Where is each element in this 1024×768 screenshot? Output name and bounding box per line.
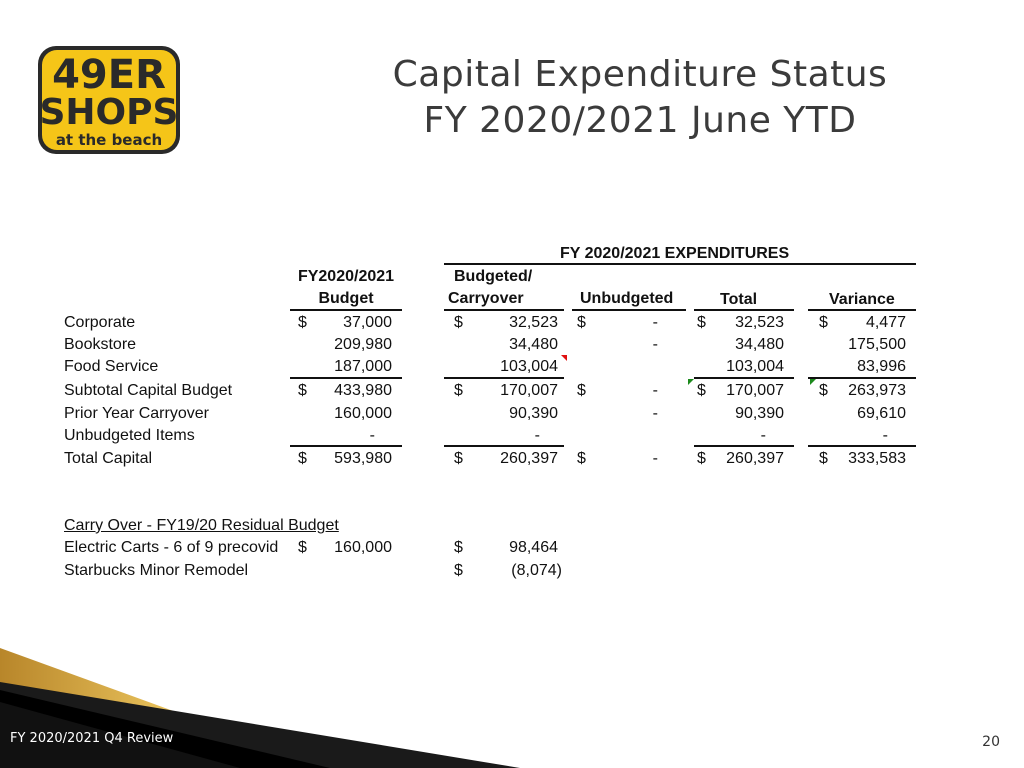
total-value: 34,480	[735, 336, 784, 353]
carry-value: 170,007	[500, 382, 558, 399]
total-rule-carry	[444, 445, 564, 447]
unbudgeted-value: -	[652, 450, 658, 467]
header-carry-line1: Budgeted/	[454, 268, 533, 285]
carry-over-carry-currency: $	[454, 539, 463, 556]
total-currency: $	[697, 450, 706, 467]
unbudgeted-value: -	[652, 336, 658, 353]
total-rule-variance	[808, 445, 916, 447]
group-header-rule	[444, 263, 916, 265]
unbudgeted-currency: $	[577, 382, 586, 399]
header-unbudgeted: Unbudgeted	[580, 290, 674, 307]
total-value: -	[760, 427, 766, 444]
row-label: Prior Year Carryover	[64, 405, 209, 422]
budget-currency: $	[298, 450, 307, 467]
carry-currency: $	[454, 382, 463, 399]
variance-value: 4,477	[865, 314, 906, 331]
total-currency: $	[697, 382, 706, 399]
header-rule-budget	[290, 309, 402, 311]
budget-value: -	[369, 427, 375, 444]
row-label: Bookstore	[64, 336, 137, 353]
subtotal-rule-variance	[808, 377, 916, 379]
total-value: 170,007	[726, 382, 784, 399]
header-variance: Variance	[829, 291, 895, 308]
page-title	[340, 52, 940, 144]
unbudgeted-currency: $	[577, 450, 586, 467]
carry-over-carry-currency: $	[454, 562, 463, 579]
budget-value: 187,000	[334, 358, 392, 375]
budget-value: 160,000	[334, 405, 392, 422]
svg-text:49ER: 49ER	[52, 52, 166, 98]
header-rule-unbudgeted	[572, 309, 686, 311]
carry-value: 34,480	[509, 336, 558, 353]
footer-text: FY 2020/2021 Q4 Review	[10, 731, 174, 746]
header-carry-line2: Carryover	[448, 290, 524, 307]
row-label: Subtotal Capital Budget	[64, 382, 233, 399]
header-rule-variance	[808, 309, 916, 311]
variance-value: -	[882, 427, 888, 444]
carry-currency: $	[454, 314, 463, 331]
total-rule-budget	[290, 445, 402, 447]
logo-49er-shops	[34, 42, 184, 158]
carry-value: 103,004	[500, 358, 558, 375]
row-label: Corporate	[64, 314, 136, 331]
header-total: Total	[720, 291, 758, 308]
row-label: Unbudgeted Items	[64, 427, 195, 444]
carry-over-heading: Carry Over - FY19/20 Residual Budget	[64, 517, 339, 534]
unbudgeted-value: -	[652, 405, 658, 422]
carry-value: 32,523	[509, 314, 558, 331]
carry-over-carry-value: (8,074)	[511, 562, 562, 579]
variance-currency: $	[819, 450, 828, 467]
subtotal-rule-carry	[444, 377, 564, 379]
budget-value: 37,000	[343, 314, 392, 331]
expenditures-group-header: FY 2020/2021 EXPENDITURES	[560, 245, 790, 262]
variance-currency: $	[819, 314, 828, 331]
carry-value: -	[534, 427, 540, 444]
variance-currency: $	[819, 382, 828, 399]
page-number: 20	[982, 734, 1000, 750]
carry-currency: $	[454, 450, 463, 467]
header-budget-line1: FY2020/2021	[297, 268, 395, 285]
variance-value: 263,973	[848, 382, 906, 399]
svg-text:SHOPS: SHOPS	[39, 92, 179, 133]
budget-value: 433,980	[334, 382, 392, 399]
budget-currency: $	[298, 382, 307, 399]
unbudgeted-currency: $	[577, 314, 586, 331]
variance-value: 83,996	[857, 358, 906, 375]
carry-value: 260,397	[500, 450, 558, 467]
total-value: 260,397	[726, 450, 784, 467]
total-value: 90,390	[735, 405, 784, 422]
svg-text:at the beach: at the beach	[55, 131, 163, 149]
carry-value: 90,390	[509, 405, 558, 422]
variance-value: 333,583	[848, 450, 906, 467]
total-value: 32,523	[735, 314, 784, 331]
budget-currency: $	[298, 314, 307, 331]
carry-over-item-label: Starbucks Minor Remodel	[64, 562, 249, 579]
total-rule-total	[694, 445, 794, 447]
header-rule-total	[694, 309, 794, 311]
total-currency: $	[697, 314, 706, 331]
variance-value: 69,610	[857, 405, 906, 422]
row-label: Food Service	[64, 358, 159, 375]
unbudgeted-value: -	[652, 314, 658, 331]
comment-marker-green[interactable]	[688, 379, 694, 385]
header-rule-carry	[444, 309, 564, 311]
variance-value: 175,500	[848, 336, 906, 353]
subtotal-rule-total	[694, 377, 794, 379]
carry-over-item-label: Electric Carts - 6 of 9 precovid	[64, 539, 279, 556]
footer-decoration	[0, 630, 520, 768]
title-line-1: Capital Expenditure Status	[392, 54, 888, 95]
subtotal-rule-budget	[290, 377, 402, 379]
header-budget-line2: Budget	[318, 290, 374, 307]
title-line-2: FY 2020/2021 June YTD	[423, 100, 857, 141]
comment-marker-red[interactable]	[561, 355, 567, 361]
budget-value: 209,980	[334, 336, 392, 353]
carry-over-carry-value: 98,464	[509, 539, 558, 556]
total-value: 103,004	[726, 358, 784, 375]
budget-value: 593,980	[334, 450, 392, 467]
carry-over-budget-currency: $	[298, 539, 307, 556]
carry-over-budget-value: 160,000	[334, 539, 392, 556]
row-label: Total Capital	[64, 450, 153, 467]
unbudgeted-value: -	[652, 382, 658, 399]
comment-marker-green[interactable]	[810, 379, 816, 385]
